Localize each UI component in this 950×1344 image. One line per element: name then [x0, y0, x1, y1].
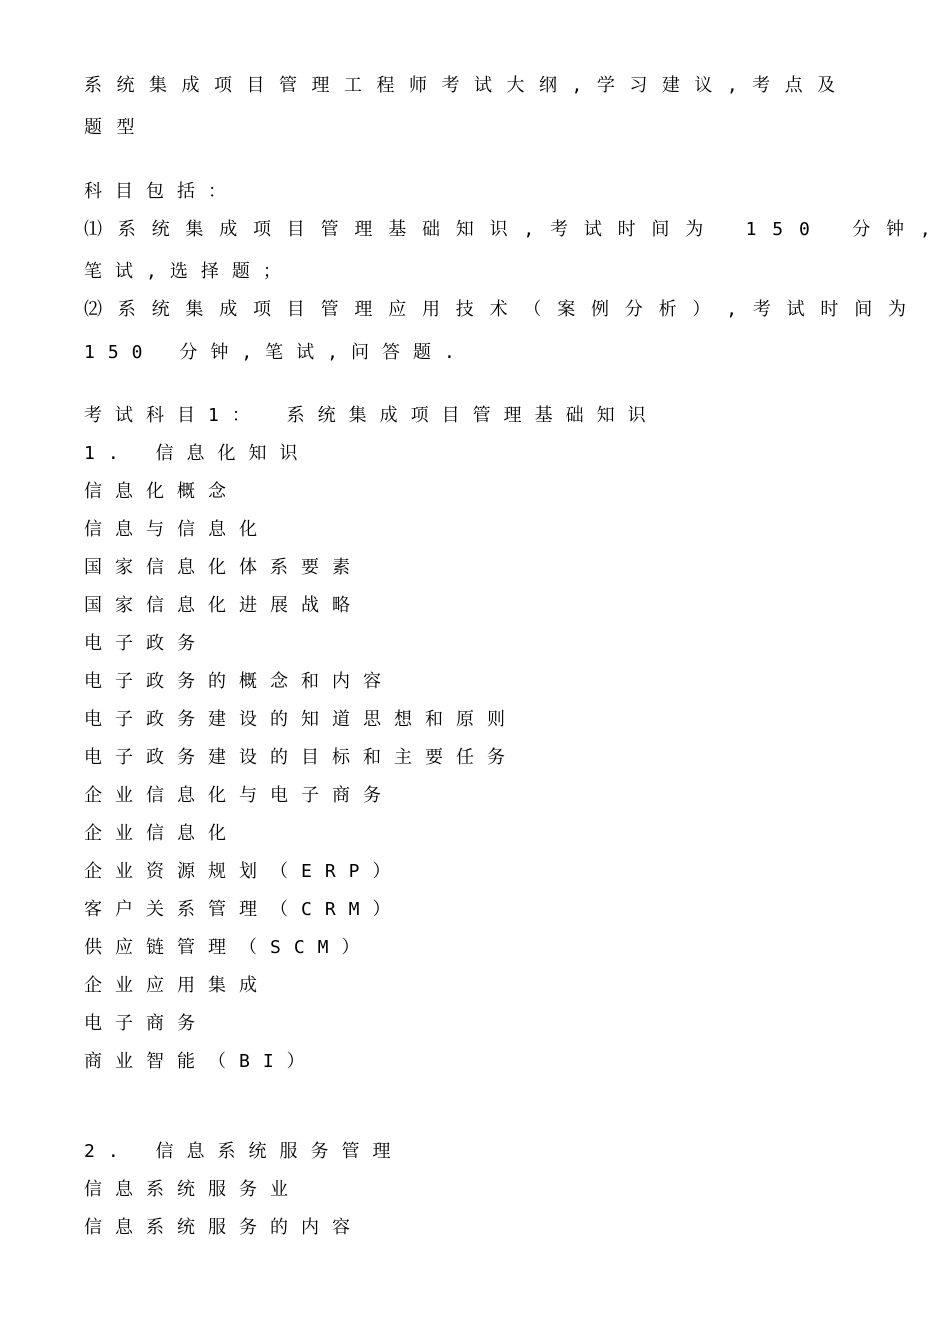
outline-item: 信息化概念	[84, 481, 239, 502]
document-title-line-1: 系统集成项目管理工程师考试大纲,学习建议,考点及	[84, 75, 850, 96]
outline-item: 国家信息化体系要素	[84, 557, 363, 578]
document-title-line-2: 题型	[84, 117, 149, 138]
outline-item: 商业智能（BI）	[84, 1051, 318, 1072]
outline-item: 企业应用集成	[84, 975, 270, 996]
outline-item: 客户关系管理（CRM）	[84, 899, 404, 920]
subject-item-1-line-1: ⑴系统集成项目管理基础知识,考试时间为 150 分钟,	[84, 219, 947, 240]
outline-item: 企业信息化	[84, 823, 239, 844]
outline-item: 电子政务建设的知道思想和原则	[84, 709, 518, 730]
outline-item: 信息系统服务业	[84, 1179, 301, 1200]
section-1-heading: 1. 信息化知识	[84, 443, 311, 464]
subjects-heading: 科目包括：	[84, 181, 239, 202]
outline-item: 信息与信息化	[84, 519, 270, 540]
outline-item: 企业资源规划（ERP）	[84, 861, 404, 882]
subject-item-1-line-2: 笔试,选择题；	[84, 261, 294, 282]
exam-1-heading: 考试科目1： 系统集成项目管理基础知识	[84, 405, 659, 426]
outline-item: 电子商务	[84, 1013, 208, 1034]
outline-item: 供应链管理（SCM）	[84, 937, 373, 958]
outline-item: 电子政务建设的目标和主要任务	[84, 747, 518, 768]
outline-item: 国家信息化进展战略	[84, 595, 363, 616]
section-2-heading: 2. 信息系统服务管理	[84, 1141, 404, 1162]
outline-item: 信息系统服务的内容	[84, 1217, 363, 1238]
subject-item-2-line-1: ⑵系统集成项目管理应用技术（案例分析）,考试时间为	[84, 299, 922, 320]
subject-item-2-line-2: 150 分钟,笔试,问答题.	[84, 342, 468, 363]
outline-item: 电子政务的概念和内容	[84, 671, 394, 692]
outline-item: 电子政务	[84, 633, 208, 654]
outline-item: 企业信息化与电子商务	[84, 785, 394, 806]
